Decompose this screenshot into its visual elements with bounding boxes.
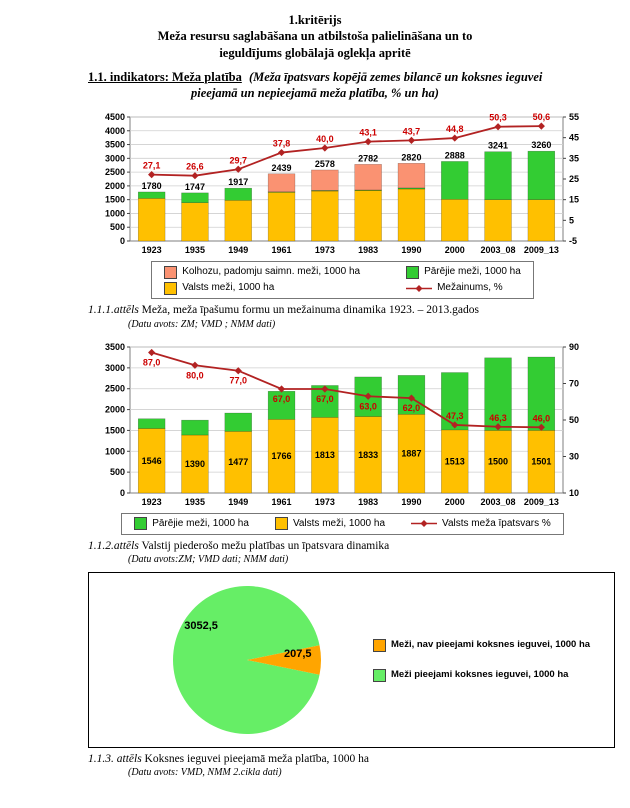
bar-segment xyxy=(138,192,165,198)
right-axis-label: 70 xyxy=(569,378,580,389)
left-axis-label: 3500 xyxy=(104,341,125,352)
bar-segment xyxy=(182,203,209,241)
bar-total-label: 2888 xyxy=(444,150,465,161)
figure-2-text: Valstij piederošo mežu platības un īpatsvara dinamika xyxy=(141,539,390,552)
left-axis-label: 3500 xyxy=(104,139,125,150)
line-value-label: 46,0 xyxy=(532,412,551,423)
left-axis-label: 500 xyxy=(109,466,125,477)
right-axis-label: 90 xyxy=(569,341,580,352)
category-label: 1973 xyxy=(314,245,335,256)
figure-1-source: (Datu avots: ZM; VMD ; NMM dati) xyxy=(128,318,276,330)
legend-swatch-icon xyxy=(164,282,177,295)
bar-segment xyxy=(182,193,209,203)
bar-segment xyxy=(398,164,425,189)
figure-3-source: (Datu avots: VMD, NMM 2.cikla dati) xyxy=(128,767,282,779)
category-label: 2003_08 xyxy=(480,245,516,256)
right-axis-label: 25 xyxy=(569,174,580,185)
bar-segment xyxy=(138,418,165,428)
category-label: 1935 xyxy=(184,496,205,507)
legend-item xyxy=(134,517,249,531)
line-value-label: 44,8 xyxy=(445,124,464,135)
line-value-label: 46,3 xyxy=(489,412,507,423)
left-axis-label: 0 xyxy=(119,236,125,247)
left-axis-label: 2500 xyxy=(104,167,125,178)
legend-label: Pārējie meži, 1000 ha xyxy=(424,266,521,278)
chart-2-legend xyxy=(121,513,564,535)
line-value-label: 37,8 xyxy=(272,138,291,149)
category-label: 1983 xyxy=(358,245,379,256)
left-axis-label: 1500 xyxy=(104,194,125,205)
left-axis-label: 1500 xyxy=(104,425,125,436)
bar-total-label: 2439 xyxy=(271,163,292,174)
bar-segment xyxy=(225,201,252,242)
right-axis-label: 55 xyxy=(569,112,580,123)
bar-total-label: 2782 xyxy=(358,153,379,164)
indicator-block xyxy=(88,69,630,85)
combo-chart xyxy=(88,337,597,509)
left-axis-label: 4500 xyxy=(104,112,125,123)
bar-segment xyxy=(225,188,252,200)
right-axis-label: 5 xyxy=(569,215,575,226)
left-axis-label: 3000 xyxy=(104,153,125,164)
bar-segment xyxy=(441,372,468,429)
bar-segment xyxy=(355,191,382,242)
chart-1-legend xyxy=(151,261,534,299)
bar-value-label: 1500 xyxy=(488,456,509,467)
bar-total-label: 2578 xyxy=(314,159,335,170)
legend-label: Mežainums, % xyxy=(437,282,503,294)
right-axis-label: 10 xyxy=(569,487,580,498)
right-axis-label: 50 xyxy=(569,414,580,425)
line-value-label: 47,3 xyxy=(445,410,464,421)
chart-2-state-forest-dynamics xyxy=(88,337,597,535)
bar-value-label: 1477 xyxy=(228,456,249,467)
bar-segment xyxy=(528,151,555,199)
right-axis-label: 45 xyxy=(569,132,580,143)
bar-segment xyxy=(355,165,382,191)
line-marker-icon xyxy=(411,519,437,528)
bar-value-label: 1887 xyxy=(401,448,422,459)
category-label: 1961 xyxy=(271,245,292,256)
legend-item xyxy=(275,517,385,531)
category-label: 1949 xyxy=(228,496,249,507)
right-axis-label: 35 xyxy=(569,153,580,164)
bar-total-label: 1780 xyxy=(141,181,162,192)
line-value-label: 67,0 xyxy=(316,393,334,404)
left-axis-label: 500 xyxy=(109,222,125,233)
category-label: 1949 xyxy=(228,245,249,256)
category-label: 1973 xyxy=(314,496,335,507)
right-axis-label: 15 xyxy=(569,194,580,205)
bar-segment xyxy=(528,200,555,241)
legend-swatch-icon xyxy=(164,266,177,279)
bar-total-label: 3241 xyxy=(488,140,509,151)
chart-2-plot xyxy=(88,337,597,509)
pie-chart xyxy=(97,580,367,740)
bar-value-label: 1501 xyxy=(531,456,552,467)
left-axis-label: 2500 xyxy=(104,383,125,394)
bar-segment xyxy=(268,174,295,192)
line-value-label: 63,0 xyxy=(359,400,377,411)
legend-label: Valsts meži, 1000 ha xyxy=(292,517,386,529)
legend-label: Valsts meži, 1000 ha xyxy=(182,282,275,294)
legend-item xyxy=(411,517,551,531)
line-marker-icon xyxy=(406,284,432,293)
bar-value-label: 1813 xyxy=(314,449,335,460)
bar-segment xyxy=(485,200,512,241)
legend-label: Meži, nav pieejami koksnes ieguvei, 1000 ha xyxy=(391,639,591,650)
legend-item xyxy=(164,265,360,279)
indicator-description-line2: pieejamā un nepieejamā meža platība, % un ha) xyxy=(191,86,439,100)
right-axis-label: 30 xyxy=(569,451,580,462)
chart-3-pie-frame xyxy=(88,572,615,748)
bar-value-label: 1546 xyxy=(141,455,162,466)
left-axis-label: 1000 xyxy=(104,445,125,456)
line-value-label: 43,1 xyxy=(359,127,377,138)
figure-3-caption xyxy=(88,752,630,766)
figure-2-label: 1.1.2.attēls xyxy=(88,539,139,552)
category-label: 1923 xyxy=(141,245,162,256)
right-axis-label: -5 xyxy=(569,236,578,247)
line-value-label: 62,0 xyxy=(402,402,421,413)
figure-1-text: Meža, meža īpašumu formu un mežainuma dinamika 1923. – 2013.gados xyxy=(141,304,479,317)
line-value-label: 27,1 xyxy=(142,160,161,171)
bar-total-label: 1747 xyxy=(184,182,205,193)
chart-1-plot xyxy=(88,107,597,257)
figure-3-label: 1.1.3. attēls xyxy=(88,753,142,765)
figure-3-text: Koksnes ieguvei pieejamā meža platība, 1000 ha xyxy=(144,753,370,765)
legend-item xyxy=(406,281,521,295)
figure-2-source: (Datu avots:ZM; VMD dati; NMM dati) xyxy=(128,554,289,565)
criterion-subtitle-line2: ieguldījums globālajā oglekļa apritē xyxy=(219,45,411,60)
criterion-title: 1.kritērijs xyxy=(288,13,342,27)
bar-segment xyxy=(182,420,209,435)
left-axis-label: 4000 xyxy=(104,126,125,137)
legend-swatch-icon xyxy=(373,639,386,652)
criterion-subtitle-line1: Meža resursu saglabāšana un atbilstoša palielināšana un to xyxy=(157,29,473,44)
chart-3-legend xyxy=(373,638,590,682)
line-value-label: 50,6 xyxy=(532,112,551,123)
legend-label: Pārējie meži, 1000 ha xyxy=(152,517,249,529)
legend-swatch-icon xyxy=(406,266,419,279)
line-value-label: 29,7 xyxy=(229,155,248,166)
bar-value-label: 1766 xyxy=(271,450,292,461)
figure-1-label: 1.1.1.attēls xyxy=(88,304,139,317)
left-axis-label: 2000 xyxy=(104,404,125,415)
category-label: 1990 xyxy=(401,496,422,507)
bar-segment xyxy=(398,189,425,241)
indicator-heading: 1.1. indikators: Meža platība xyxy=(88,69,242,84)
line-value-label: 67,0 xyxy=(272,393,291,404)
left-axis-label: 1000 xyxy=(104,208,125,219)
category-label: 2003_08 xyxy=(480,496,516,507)
legend-swatch-icon xyxy=(134,517,147,530)
bar-value-label: 1513 xyxy=(444,456,465,467)
legend-label: Meži pieejami koksnes ieguvei, 1000 ha xyxy=(391,669,569,680)
bar-segment xyxy=(441,200,468,242)
left-axis-label: 0 xyxy=(119,487,125,498)
pie-value-label: 3052,5 xyxy=(184,619,218,632)
figure-1-caption xyxy=(88,303,630,317)
category-label: 1923 xyxy=(141,496,162,507)
legend-item xyxy=(373,638,590,652)
figure-2-caption xyxy=(88,539,630,553)
category-label: 2000 xyxy=(444,496,465,507)
category-label: 2009_13 xyxy=(523,245,559,256)
bar-value-label: 1390 xyxy=(184,458,205,469)
bar-total-label: 2820 xyxy=(401,152,422,163)
line-value-label: 26,6 xyxy=(186,161,204,172)
legend-label: Valsts meža īpatsvars % xyxy=(442,517,551,529)
chart-1-forest-area-dynamics xyxy=(88,107,597,299)
line-value-label: 80,0 xyxy=(186,369,204,380)
left-axis-label: 3000 xyxy=(104,362,125,373)
legend-swatch-icon xyxy=(373,669,386,682)
legend-label: Kolhozu, padomju saimn. meži, 1000 ha xyxy=(182,266,361,278)
line-value-label: 77,0 xyxy=(229,375,248,386)
bar-total-label: 3260 xyxy=(531,140,552,151)
line-value-label: 40,0 xyxy=(316,134,334,145)
bar-value-label: 1833 xyxy=(358,449,379,460)
bar-segment xyxy=(311,191,338,241)
legend-swatch-icon xyxy=(275,517,288,530)
pie-value-label: 207,5 xyxy=(284,648,312,660)
category-label: 1983 xyxy=(358,496,379,507)
line-value-label: 87,0 xyxy=(142,357,161,368)
bar-segment xyxy=(225,413,252,431)
category-label: 1990 xyxy=(401,245,422,256)
bar-segment xyxy=(311,170,338,191)
bar-total-label: 1917 xyxy=(228,177,249,188)
line-value-label: 43,7 xyxy=(402,126,421,137)
bar-segment xyxy=(441,162,468,200)
legend-item xyxy=(406,265,521,279)
category-label: 2000 xyxy=(444,245,465,256)
line-value-label: 50,3 xyxy=(489,112,507,123)
category-label: 2009_13 xyxy=(523,496,559,507)
combo-chart xyxy=(88,107,597,257)
legend-item xyxy=(164,281,360,295)
chart-3-pie xyxy=(97,580,367,740)
left-axis-label: 2000 xyxy=(104,181,125,192)
bar-segment xyxy=(138,199,165,242)
bar-segment xyxy=(485,152,512,200)
category-label: 1935 xyxy=(184,245,205,256)
category-label: 1961 xyxy=(271,496,292,507)
legend-item xyxy=(373,668,590,682)
document-header xyxy=(0,0,630,61)
indicator-description-line1: (Meža īpatsvars kopējā zemes bilancē un koksnes ieguvei xyxy=(248,69,543,84)
bar-segment xyxy=(268,193,295,242)
